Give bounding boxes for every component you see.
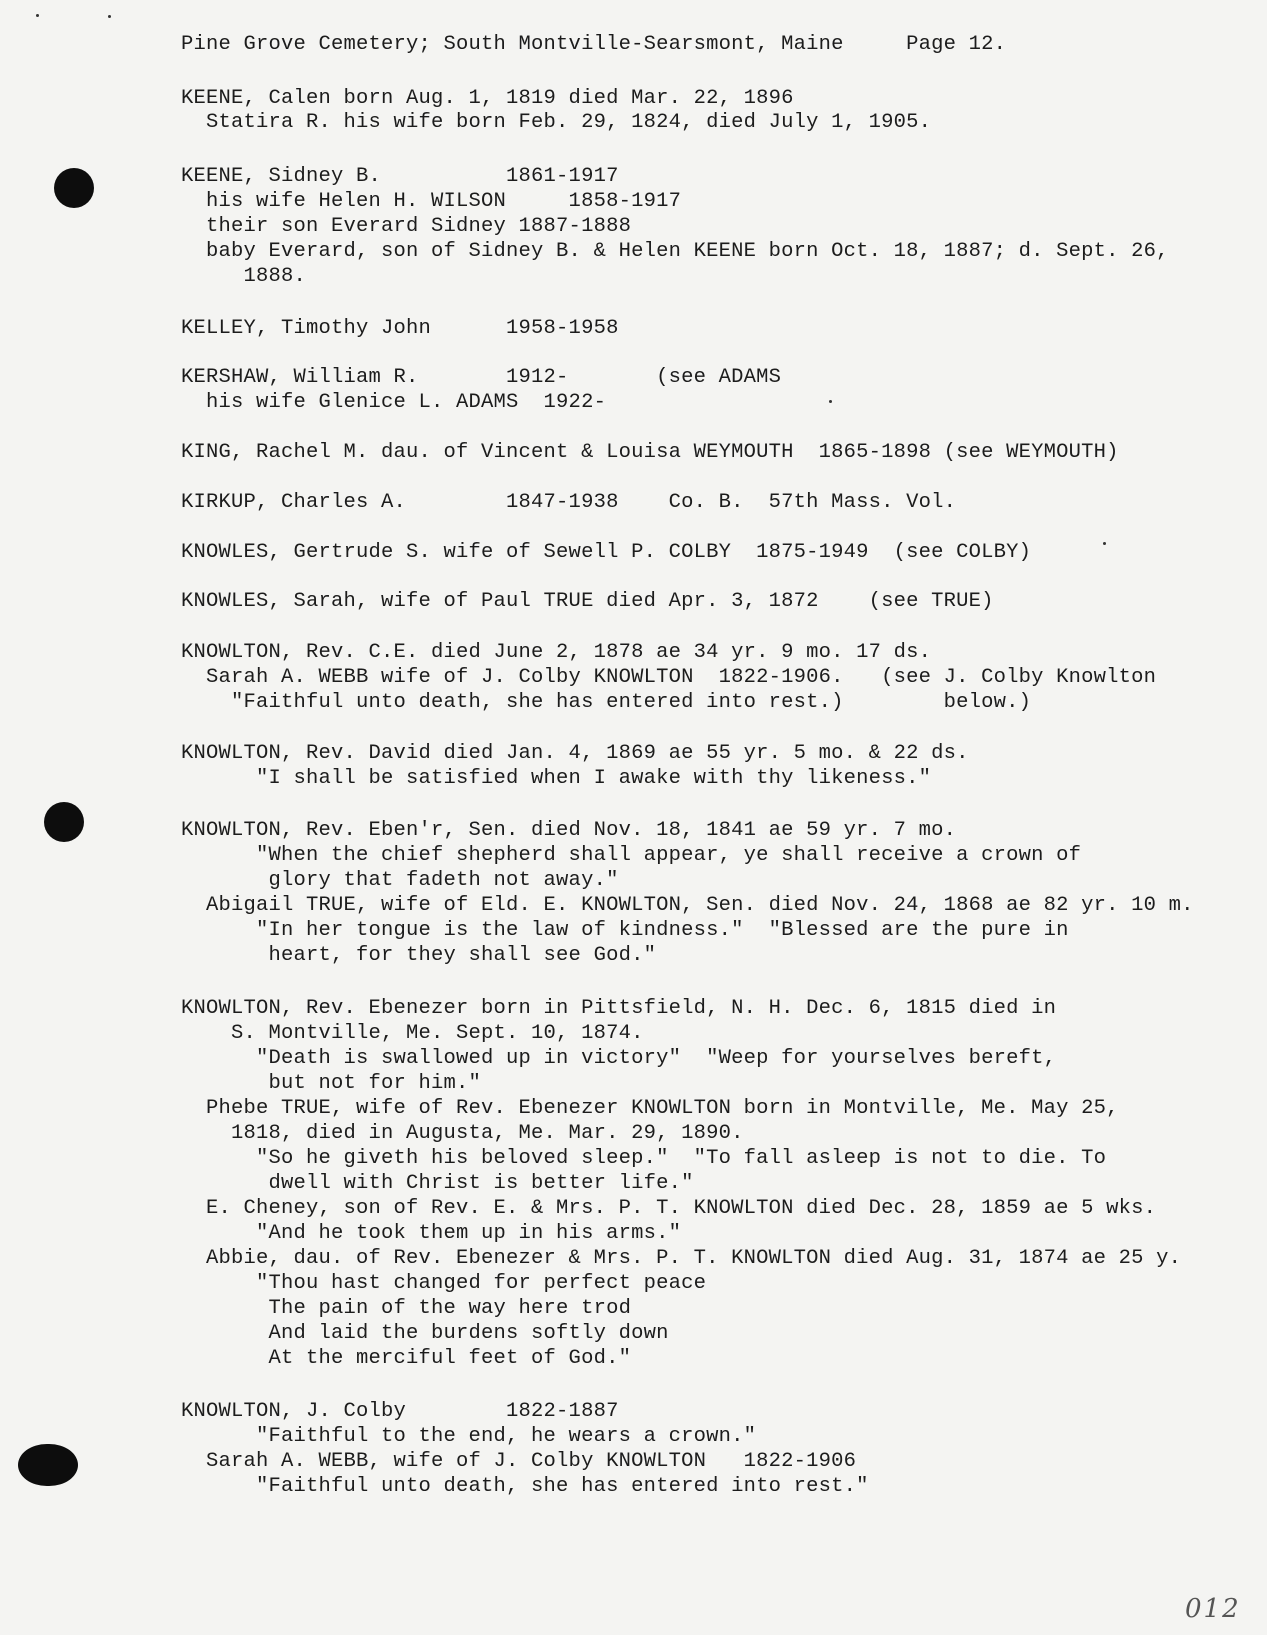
text-line: Statira R. his wife born Feb. 29, 1824, died July 1, 1905. [181,111,932,134]
speck [108,15,111,18]
text-line: S. Montville, Me. Sept. 10, 1874. [181,1022,644,1045]
text-line: KNOWLTON, Rev. Ebenezer born in Pittsfield, N. H. Dec. 6, 1815 died in [181,997,1057,1020]
text-line: KNOWLES, Sarah, wife of Paul TRUE died Apr. 3, 1872 (see TRUE) [181,590,994,613]
text-line: KNOWLTON, Rev. Eben'r, Sen. died Nov. 18, 1841 ae 59 yr. 7 mo. [181,819,957,842]
text-line: their son Everard Sidney 1887-1888 [181,215,632,238]
punch-hole [54,168,94,208]
text-line: 1818, died in Augusta, Me. Mar. 29, 1890. [181,1122,744,1145]
text-line: "Faithful to the end, he wears a crown." [181,1425,757,1448]
text-line: KELLEY, Timothy John 1958-1958 [181,317,619,340]
text-line: "When the chief shepherd shall appear, ye shall receive a crown of [181,844,1082,867]
text-line: The pain of the way here trod [181,1297,632,1320]
speck [1103,542,1106,545]
text-line: but not for him." [181,1072,482,1095]
text-line: KIRKUP, Charles A. 1847-1938 Co. B. 57th Mass. Vol. [181,491,957,514]
text-line: KEENE, Sidney B. 1861-1917 [181,165,619,188]
text-line: glory that fadeth not away." [181,869,619,892]
text-line: Sarah A. WEBB wife of J. Colby KNOWLTON 1822-1906. (see J. Colby Knowlton [181,666,1157,689]
speck [829,400,832,403]
punch-hole [44,802,84,842]
speck [36,14,39,17]
text-line: KNOWLTON, Rev. David died Jan. 4, 1869 ae 55 yr. 5 mo. & 22 ds. [181,742,969,765]
text-line: baby Everard, son of Sidney B. & Helen KEENE born Oct. 18, 1887; d. Sept. 26, [181,240,1169,263]
text-line: "And he took them up in his arms." [181,1222,682,1245]
text-line: Abbie, dau. of Rev. Ebenezer & Mrs. P. T. KNOWLTON died Aug. 31, 1874 ae 25 y. [181,1247,1182,1270]
text-line: Phebe TRUE, wife of Rev. Ebenezer KNOWLTON born in Montville, Me. May 25, [181,1097,1119,1120]
text-line: At the merciful feet of God." [181,1347,632,1370]
punch-hole [18,1444,78,1486]
text-line: KERSHAW, William R. 1912- (see ADAMS [181,366,782,389]
text-line: "So he giveth his beloved sleep." "To fall asleep is not to die. To [181,1147,1107,1170]
text-line: KEENE, Calen born Aug. 1, 1819 died Mar. 22, 1896 [181,87,794,110]
text-line: KNOWLTON, J. Colby 1822-1887 [181,1400,619,1423]
text-line: Sarah A. WEBB, wife of J. Colby KNOWLTON 1822-1906 [181,1450,857,1473]
text-line: 1888. [181,265,307,288]
text-line: "Death is swallowed up in victory" "Weep for yourselves bereft, [181,1047,1057,1070]
text-line: dwell with Christ is better life." [181,1172,694,1195]
text-line: E. Cheney, son of Rev. E. & Mrs. P. T. KNOWLTON died Dec. 28, 1859 ae 5 wks. [181,1197,1157,1220]
text-line: "In her tongue is the law of kindness." "Blessed are the pure in [181,919,1069,942]
text-line: "Thou hast changed for perfect peace [181,1272,707,1295]
page-mark: 012 [1185,1594,1241,1624]
text-line: his wife Helen H. WILSON 1858-1917 [181,190,682,213]
text-line: And laid the burdens softly down [181,1322,669,1345]
text-line: KNOWLTON, Rev. C.E. died June 2, 1878 ae 34 yr. 9 mo. 17 ds. [181,641,932,664]
text-line: KING, Rachel M. dau. of Vincent & Louisa WEYMOUTH 1865-1898 (see WEYMOUTH) [181,441,1119,464]
text-line: Abigail TRUE, wife of Eld. E. KNOWLTON, Sen. died Nov. 24, 1868 ae 82 yr. 10 m. [181,894,1194,917]
text-line: "Faithful unto death, she has entered into rest.) below.) [181,691,1032,714]
text-line: his wife Glenice L. ADAMS 1922- [181,391,607,414]
text-line: heart, for they shall see God." [181,944,657,967]
text-line: KNOWLES, Gertrude S. wife of Sewell P. COLBY 1875-1949 (see COLBY) [181,541,1032,564]
text-line: "Faithful unto death, she has entered into rest." [181,1475,869,1498]
page-header: Pine Grove Cemetery; South Montville-Searsmont, Maine Page 12. [181,33,1007,56]
text-line: "I shall be satisfied when I awake with thy likeness." [181,767,932,790]
